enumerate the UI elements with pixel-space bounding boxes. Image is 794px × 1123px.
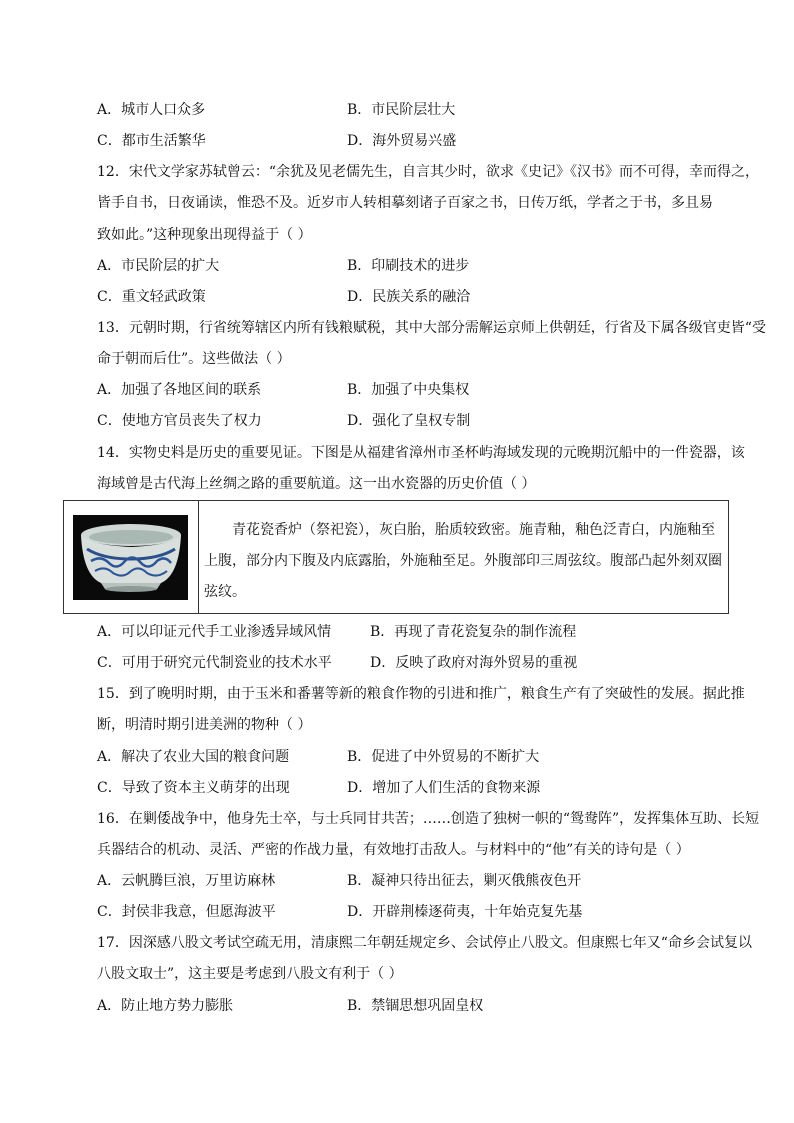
q14-option-d: D．反映了政府对海外贸易的重视 [370, 655, 578, 671]
q17-option-a: A．防止地方势力膨胀 [97, 998, 234, 1014]
q16-option-d: D．开辟荆榛逐荷夷，十年始克复先基 [347, 904, 583, 920]
porcelain-censer-photo [73, 515, 188, 600]
q16-option-a: A．云帆腾巨浪，万里访麻林 [97, 873, 276, 889]
q13-stem-line2: 命于朝而后仕”。这些做法（ ） [97, 351, 291, 367]
q14-option-b: B．再现了青花瓷复杂的制作流程 [370, 624, 577, 640]
q15-option-b: B．促进了中外贸易的不断扩大 [347, 749, 540, 765]
q15-stem-line1: 15．到了晚明时期，由于玉米和番薯等新的粮食作物的引进和推广，粮食生产有了突破性的发展。据此推 [97, 686, 745, 702]
box-divider [198, 501, 199, 613]
q17-option-b: B．禁锢思想巩固皇权 [347, 998, 484, 1014]
q12-stem-line3: 致如此。”这种现象出现得益于（ ） [97, 227, 312, 243]
q11-option-d: D．海外贸易兴盛 [347, 133, 457, 149]
q11-option-a: A．城市人口众多 [97, 102, 206, 118]
q17-stem-line1: 17．因深感八股文考试空疏无用，清康熙二年朝廷规定乡、会试停止八股文。但康熙七年又“命乡会试复以 [97, 935, 752, 951]
q14-option-c: C．可用于研究元代制瓷业的技术水平 [97, 655, 332, 671]
q15-option-d: D．增加了人们生活的食物来源 [347, 780, 541, 796]
q14-stem-line2: 海域曾是古代海上丝绸之路的重要航道。这一出水瓷器的历史价值（ ） [97, 476, 536, 492]
q15-option-c: C．导致了资本主义萌芽的出现 [97, 780, 290, 796]
q14-option-a: A．可以印证元代手工业渗透异域风情 [97, 624, 332, 640]
q14-stem-line1: 14．实物史料是历史的重要见证。下图是从福建省漳州市圣杯屿海域发现的元晚期沉船中的一件瓷器，该 [97, 445, 745, 461]
q16-option-c: C．封侯非我意，但愿海波平 [97, 904, 276, 920]
q13-option-b: B．加强了中央集权 [347, 382, 470, 398]
q11-option-b: B．市民阶层壮大 [347, 102, 456, 118]
q16-stem-line1: 16．在剿倭战争中，他身先士卒，与士兵同甘共苦；……创造了独树一帜的“鸳鸯阵”，发挥集体互助、长短 [97, 811, 760, 827]
q13-option-c: C．使地方官员丧失了权力 [97, 413, 262, 429]
q12-option-d: D．民族关系的融洽 [347, 289, 471, 305]
q16-stem-line2: 兵器结合的机动、灵活、严密的作战力量，有效地打击敌人。与材料中的“他”有关的诗句是（ ） [97, 842, 690, 858]
q14-material-box [63, 500, 729, 614]
q12-option-c: C．重文轻武政策 [97, 289, 206, 305]
q11-option-c: C．都市生活繁华 [97, 133, 206, 149]
q15-option-a: A．解决了农业大国的粮食问题 [97, 749, 290, 765]
q13-stem-line1: 13．元朝时期，行省统筹辖区内所有钱粮赋税，其中大部分需解运京师上供朝廷，行省及下属各级官吏皆“受 [97, 320, 766, 336]
q13-option-a: A．加强了各地区间的联系 [97, 382, 262, 398]
q13-option-d: D．强化了皇权专制 [347, 413, 471, 429]
porcelain-censer-image [73, 515, 188, 600]
q17-stem-line2: 八股文取士”，这主要是考虑到八股文有利于（ ） [97, 966, 403, 982]
q12-stem-line2: 皆手自书，日夜诵读，惟恐不及。近岁市人转相摹刻诸子百家之书，日传万纸，学者之于书，多且易 [97, 195, 713, 211]
q12-option-a: A．市民阶层的扩大 [97, 258, 220, 274]
q14-material-text: 青花瓷香炉（祭祀瓷），灰白胎，胎质较致密。施青釉，釉色泛青白，内施釉至上腹，部分内下腹及内底露胎，外施釉至足。外腹部印三周弦纹。腹部凸起外刻双圈弦纹。 [204, 522, 722, 600]
q12-option-b: B．印刷技术的进步 [347, 258, 470, 274]
q12-stem-line1: 12．宋代文学家苏轼曾云：“余犹及见老儒先生，自言其少时，欲求《史记》《汉书》而不可得，幸而得之， [97, 164, 759, 180]
q16-option-b: B．凝神只待出征去，剿灭俄熊夜色开 [347, 873, 582, 889]
q15-stem-line2: 断，明清时期引进美洲的物种（ ） [97, 717, 312, 733]
